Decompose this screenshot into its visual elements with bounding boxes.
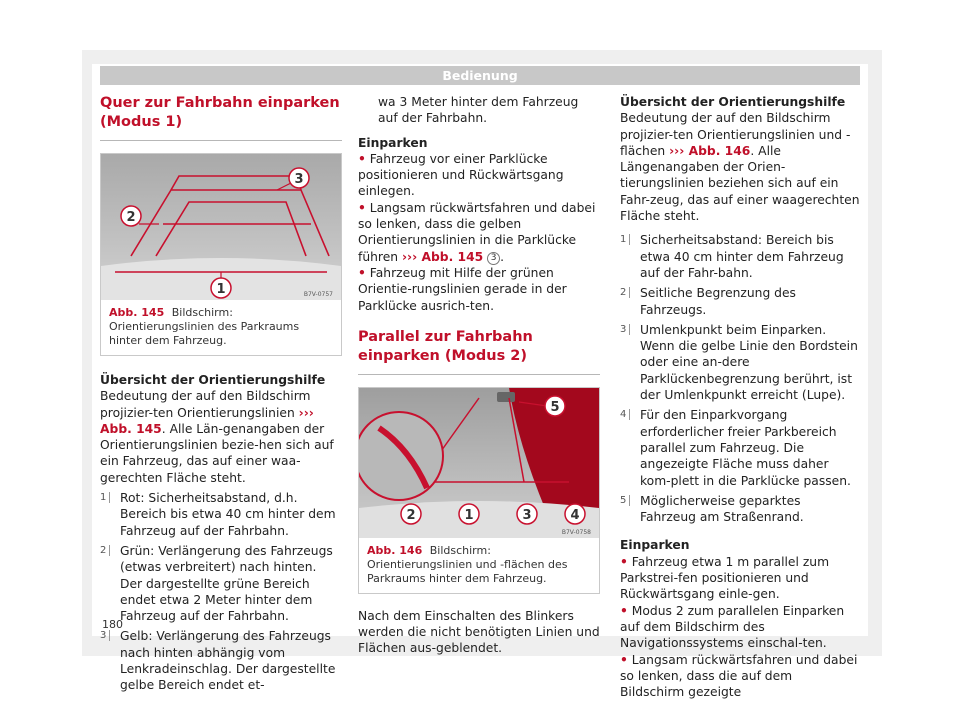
bullet-item: • Langsam rückwärtsfahren und dabei so lenken, dass die gelben Orientierungslinien in die Parklücke führen ››› Abb. 145 3 . <box>358 200 596 264</box>
callout-1 <box>459 504 479 524</box>
list-item: 4 Für den Einparkvorgang erforderlicher freier Parkbereich parallel zum Fahrzeug. Die angezeigte Fläche muss daher kom-plett in die Parklücke passen. <box>620 408 851 488</box>
svg-text:3: 3 <box>522 507 532 523</box>
xref-abb-145[interactable]: ››› Abb. 145 <box>100 405 314 436</box>
intro-paragraph: Bedeutung der auf den Bildschirm projizier-ten Orientierungslinien und -flächen ››› Abb. 146. Alle Längenangaben der Orien-tierungslinien beziehen sich auf ein Fahr-zeug, das auf einer waagerechten Fläche steht. <box>620 111 860 224</box>
item-number: 1 <box>620 234 630 245</box>
parked-car <box>497 392 515 402</box>
item-number: 2 <box>100 545 110 556</box>
svg-text:3: 3 <box>294 172 304 187</box>
bullet-item: • Fahrzeug vor einer Parklücke positionieren und Rückwärtsgang einlegen. <box>358 151 564 199</box>
caption-text: Bildschirm: Orientierungslinien des Parkraums hinter dem Fahrzeug. <box>109 306 300 347</box>
caption-text: Bildschirm: Orientierungslinien und -flächen des Parkraums hinter dem Fahrzeug. <box>367 543 568 585</box>
list-item: 3 Gelb: Verlängerung des Fahrzeugs nach hinten abhängig vom Lenkradeinschlag. Der dargestellte gelbe Bereich endet et- <box>100 629 336 693</box>
svg-text:1: 1 <box>464 507 474 523</box>
svg-text:4: 4 <box>570 507 580 523</box>
figure-146-image <box>359 388 599 538</box>
item-number: 1 <box>100 492 110 503</box>
list-item: 3 Umlenkpunkt beim Einparken. Wenn die gelbe Linie den Bordstein oder eine an-dere Parklückenbegrenzung berührt, ist der Umlenkpunkt erreicht (Lupe). <box>620 322 858 403</box>
figure-code: B7V-0757 <box>303 291 333 298</box>
bullet-item: • Modus 2 zum parallelen Einparken auf dem Bildschirm des Navigationssystems einschal-ten. <box>620 603 845 651</box>
list-item: 1 Rot: Sicherheitsabstand, d.h. Bereich bis etwa 40 cm hinter dem Fahrzeug auf der Fahrbahn. <box>100 491 336 538</box>
bullet-item: • Fahrzeug etwa 1 m parallel zum Parkstrei-fen positionieren und Rückwärtsgang einle-gen. <box>620 554 830 602</box>
column-3 <box>620 94 860 700</box>
figure-146-caption <box>359 538 599 593</box>
bullet-item: • Fahrzeug mit Hilfe der grünen Orientie-rungslinien gerade in der Parklücke ausrich-ten. <box>358 265 567 313</box>
circled-number: 3 <box>487 252 500 265</box>
figure-code: B7V-0758 <box>561 528 591 536</box>
callout-3 <box>517 504 537 524</box>
figure-145-caption <box>101 300 341 355</box>
column-1 <box>100 94 342 698</box>
item-number: 3 <box>100 630 110 641</box>
legend-list <box>100 490 342 694</box>
list-item: 1 Sicherheitsabstand: Bereich bis etwa 40 cm hinter dem Fahrzeug auf der Fahr-bahn. <box>620 233 844 280</box>
subheading-einparken: Einparken <box>620 538 690 553</box>
figure-146 <box>358 387 600 594</box>
subheading-uebersicht: Übersicht der Orientierungshilfe <box>100 373 326 387</box>
section-title-modus-1: Quer zur Fahrbahn einparken (Modus 1) <box>100 94 342 141</box>
camera-view-modus-1 <box>101 154 341 300</box>
magnifier-lens <box>359 412 443 500</box>
svg-text:2: 2 <box>406 507 416 523</box>
callout-2 <box>401 504 421 524</box>
svg-text:2: 2 <box>126 210 136 225</box>
after-figure-paragraph: Nach dem Einschalten des Blinkers werden die nicht benötigten Linien und Flächen aus-geblendet. <box>358 608 600 656</box>
intro-paragraph: Bedeutung der auf den Bildschirm projizier-ten Orientierungslinien ››› Abb. 145. Alle Län-genangaben der Orientierungslinien bezie-hen sich auf ein Fahrzeug, das auf einer waa-gerechten Fläche steht. <box>100 389 334 485</box>
figure-number: Abb. 146 <box>367 543 423 557</box>
item-number: 2 <box>620 287 630 298</box>
legend-list <box>620 232 860 525</box>
figure-145 <box>100 153 342 356</box>
camera-view-modus-2 <box>359 388 599 538</box>
figure-145-image <box>101 154 341 300</box>
continued-text: wa 3 Meter hinter dem Fahrzeug auf der Fahrbahn. <box>378 95 579 126</box>
callout-4 <box>565 504 585 524</box>
item-number: 5 <box>620 495 630 506</box>
list-item: 2 Grün: Verlängerung des Fahrzeugs (etwas verbreitert) nach hinten. Der dargestellte grüne Bereich endet etwa 2 Meter hinter dem Fahrzeug auf der Fahrbahn. <box>100 543 333 624</box>
xref-abb-146[interactable]: ››› Abb. 146 <box>669 143 751 158</box>
figure-number: Abb. 145 <box>109 306 165 319</box>
item-number: 3 <box>620 324 630 335</box>
xref-abb-145[interactable]: ››› Abb. 145 <box>401 249 484 264</box>
subheading-uebersicht: Übersicht der Orientierungshilfe <box>620 95 846 109</box>
page-number: 180 <box>102 618 123 631</box>
list-item: 2 Seitliche Begrenzung des Fahrzeugs. <box>620 286 796 317</box>
subheading-einparken: Einparken <box>358 135 428 150</box>
item-number: 4 <box>620 409 630 420</box>
svg-text:5: 5 <box>550 399 560 415</box>
svg-text:1: 1 <box>216 282 226 297</box>
header-bar: Bedienung <box>100 66 860 85</box>
section-title-modus-2: Parallel zur Fahrbahn einparken (Modus 2) <box>358 328 600 375</box>
list-item: 5 Möglicherweise geparktes Fahrzeug am Straßenrand. <box>620 493 804 525</box>
bullet-item: • Langsam rückwärtsfahren und dabei so lenken, dass die auf dem Bildschirm gezeigte <box>620 652 858 700</box>
column-2 <box>358 94 600 657</box>
